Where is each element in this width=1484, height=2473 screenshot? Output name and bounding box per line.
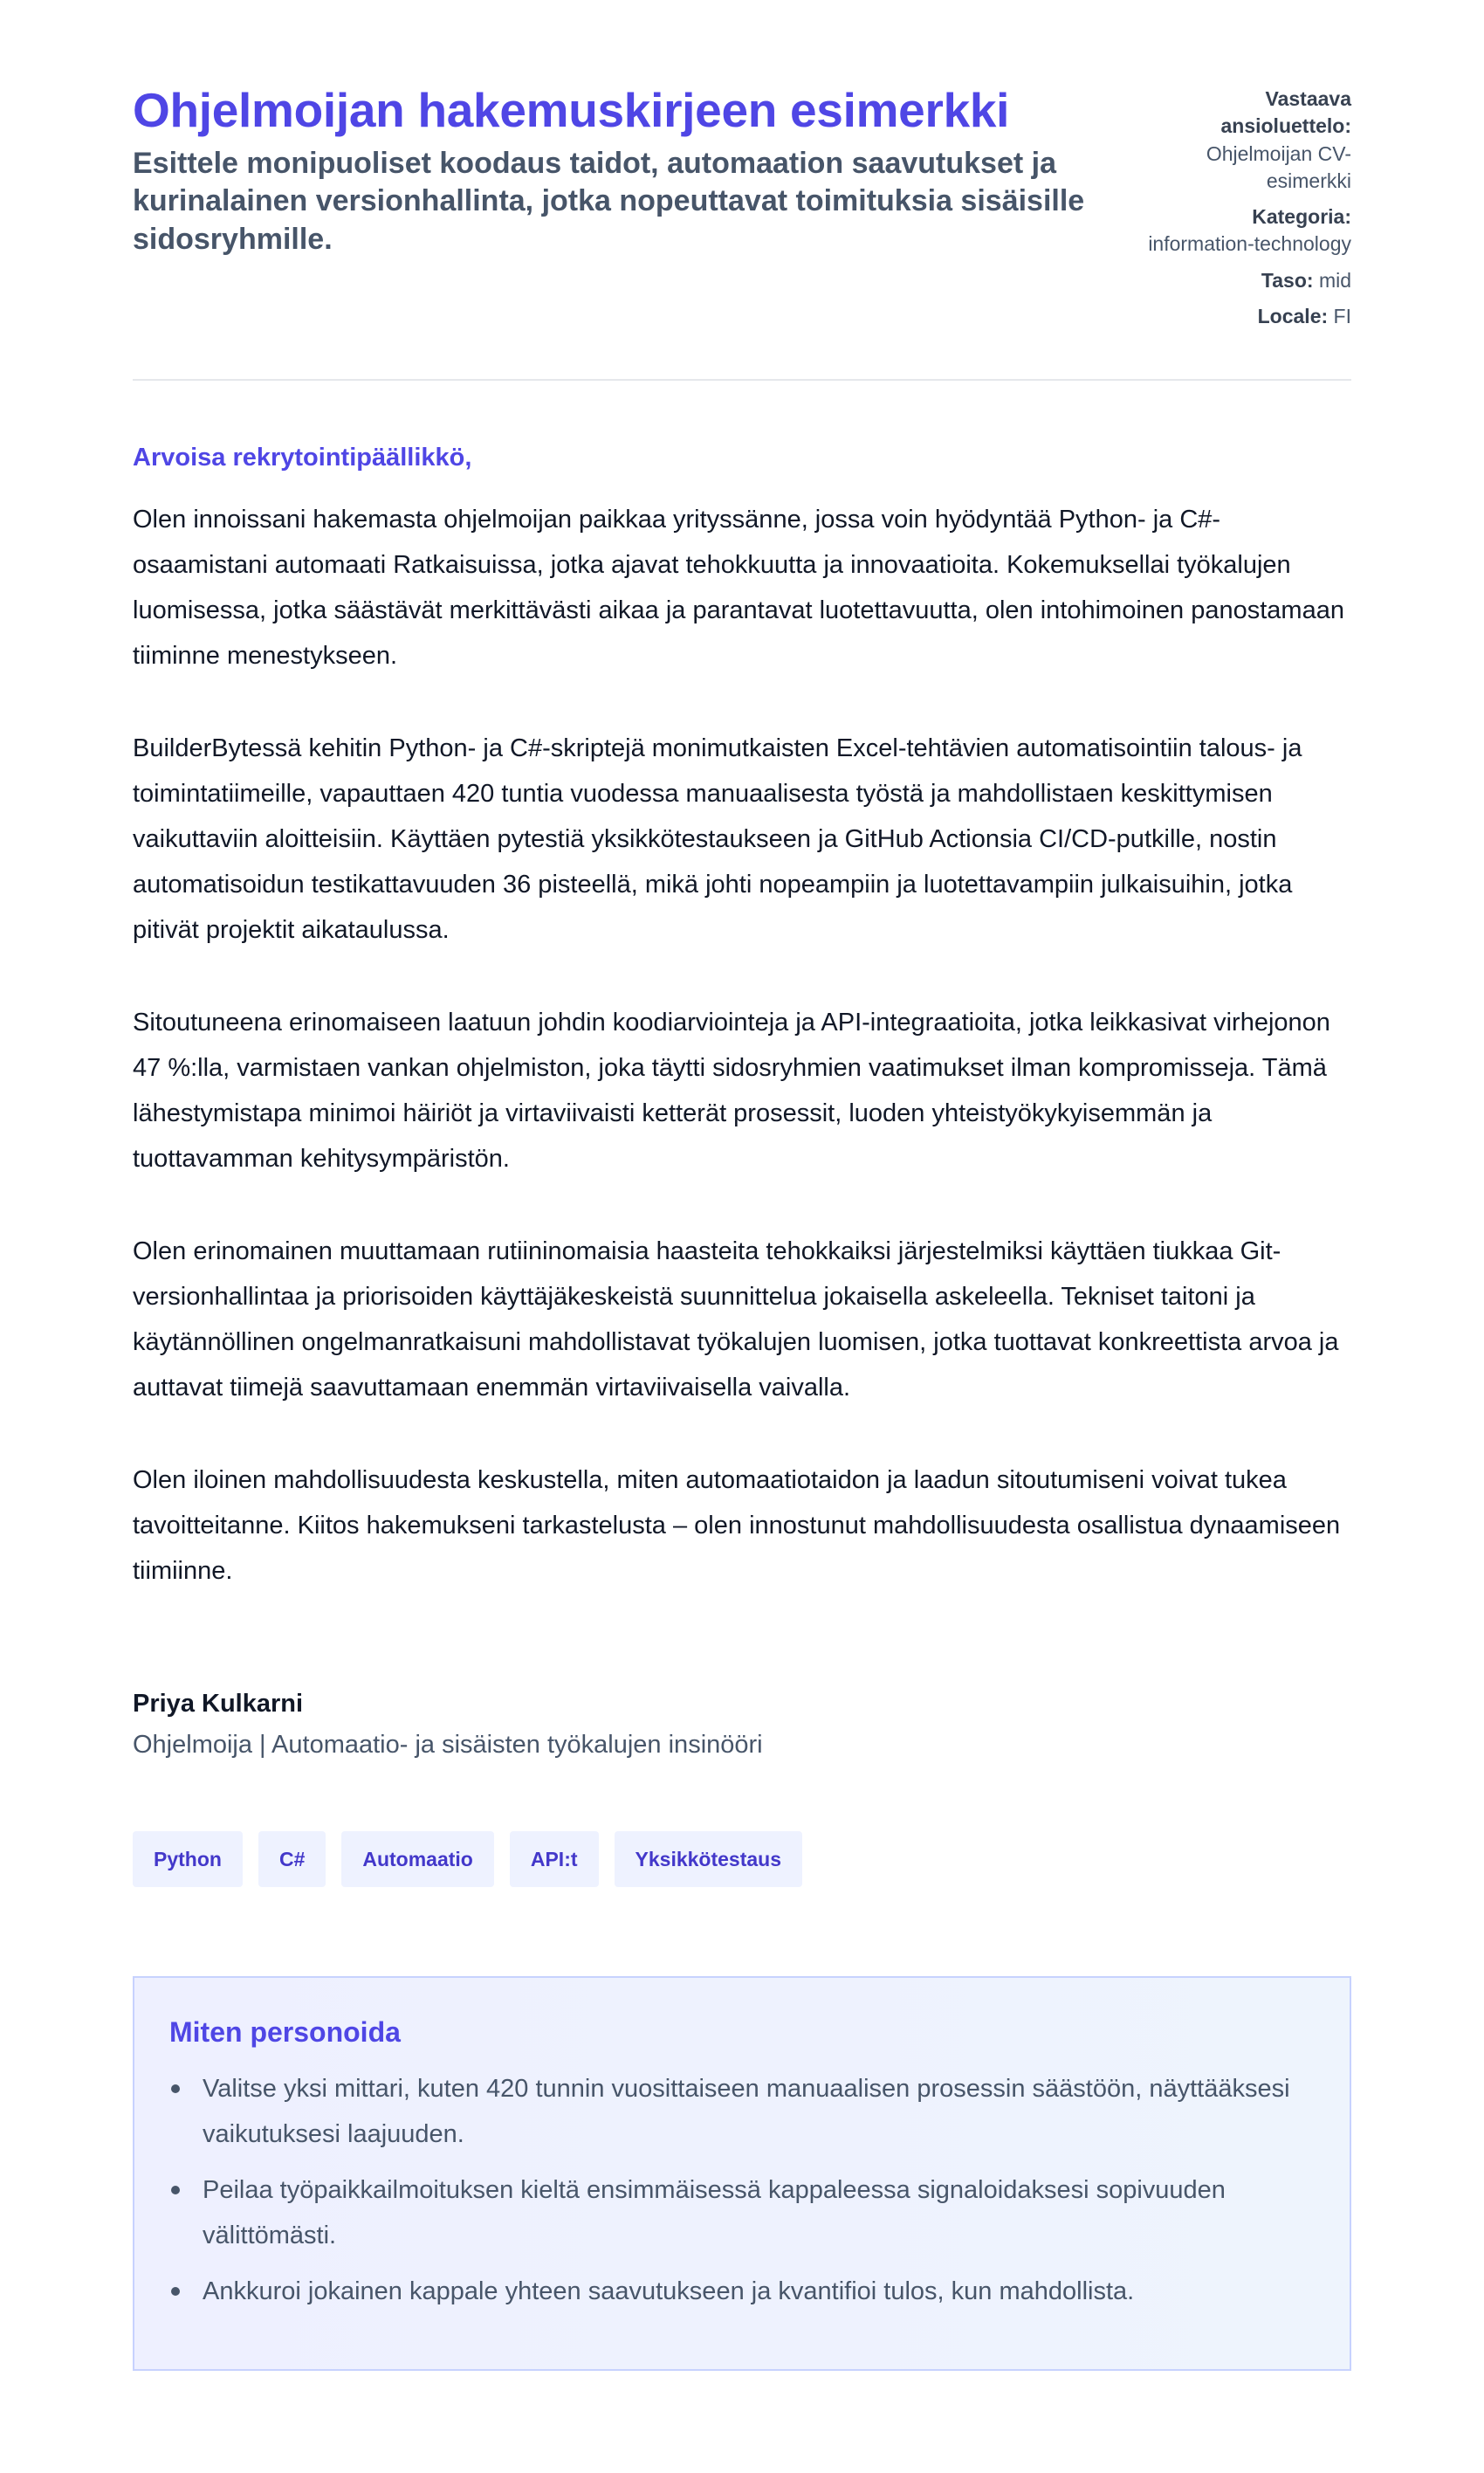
skill-tag: Python bbox=[133, 1831, 243, 1887]
header-titles bbox=[133, 84, 1102, 258]
tips-item bbox=[169, 2269, 1315, 2314]
skill-tag: Yksikkötestaus bbox=[615, 1831, 802, 1887]
letter-paragraph: Olen erinomainen muuttamaan rutiininomaisia haasteita tehokkaiksi järjestelmiksi käyttäen tiukkaa Git-versionhallintaa ja priorisoiden käyttäjäkeskeistä suunnittelua jokaisella askeleella. Tekniset taitoni ja käytännöllinen ongelmanratkaisuni mahdollistavat työkalujen luomisen, jotka tuottavat konkreettista arvoa ja auttavat tiimejä saavuttamaan enemmän virtaviivaisella vaivalla. bbox=[133, 1237, 1339, 1402]
meta-category-label: Kategoria: bbox=[1252, 205, 1351, 229]
meta-level bbox=[1142, 267, 1351, 294]
page-title: Ohjelmoijan hakemuskirjeen esimerkki bbox=[133, 83, 1010, 137]
meta-locale-value: FI bbox=[1333, 304, 1351, 327]
letter-paragraph: Olen innoissani hakemasta ohjelmoijan paikkaa yrityssänne, jossa voin hyödyntää Python- ja C#-osaamistani automaati Ratkaisuissa, jotka ajavat tehokkuutta ja innovaatioita. Kokemuksellai työkalujen luomisessa, jotka säästävät merkittävästi aikaa ja parantavat luotettavuutta, olen intohimoinen panostamaan tiiminne menestykseen. bbox=[133, 506, 1344, 671]
letter-paragraph: Olen iloinen mahdollisuudesta keskustella, miten automaatiotaidon ja laadun sitoutumiseni voivat tukea tavoitteitanne. Kiitos hakemukseni tarkastelusta – olen innostunut mahdollisuudesta osallistua dynaamiseen tiimiinne. bbox=[133, 1466, 1341, 1586]
tips-list bbox=[169, 2066, 1315, 2314]
meta-level-value: mid bbox=[1318, 268, 1351, 292]
bullet-icon bbox=[171, 2287, 180, 2296]
meta-locale-label: Locale: bbox=[1257, 304, 1329, 327]
letter-body bbox=[133, 497, 1351, 1594]
document-header bbox=[133, 84, 1351, 381]
meta-category-value: information-technology bbox=[1148, 232, 1351, 256]
tips-item bbox=[169, 2066, 1315, 2157]
bullet-icon bbox=[171, 2186, 180, 2194]
skill-tag: API:t bbox=[510, 1831, 599, 1887]
letter-paragraph: BuilderBytessä kehitin Python- ja C#-skriptejä monimutkaisten Excel-tehtävien automatisointiin talous- ja toimintatiimeille, vapauttaen 420 tuntia vuodessa manuaalisesta työstä ja mahdollistaen keskittymisen vaikuttaviin aloitteisiin. Käyttäen pytestiä yksikkötestaukseen ja GitHub Actionsia CI/CD-putkille, nostin automatisoidun testikattavuuden 36 pisteellä, mikä johti nopeampiin ja luotettavampiin julkaisuihin, jotka pitivät projektit aikataulussa. bbox=[133, 734, 1302, 945]
signature-name: Priya Kulkarni bbox=[133, 1690, 304, 1719]
tips-title: Miten personoida bbox=[169, 2016, 401, 2049]
meta-category bbox=[1142, 203, 1351, 258]
meta-related bbox=[1142, 86, 1351, 195]
meta-panel bbox=[1142, 86, 1351, 339]
letter-salutation: Arvoisa rekrytointipäällikkö, bbox=[133, 444, 472, 472]
signature-role: Ohjelmoija | Automaatio- ja sisäisten työkalujen insinööri bbox=[133, 1731, 763, 1760]
tips-item-text: Ankkuroi jokainen kappale yhteen saavutukseen ja kvantifioi tulos, kun mahdollista. bbox=[203, 2277, 1135, 2306]
letter-paragraph: Sitoutuneena erinomaiseen laatuun johdin koodiarviointeja ja API-integraatioita, jotka leikkasivat virhejonon 47 %:lla, varmistaen vankan ohjelmiston, joka täytti sidosryhmien vaatimukset ilman kompromisseja. Tämä lähestymistapa minimoi häiriöt ja virtaviivaisti ketterät prosessit, luoden yhteistyökykyisemmän ja tuottavamman kehitysympäristön. bbox=[133, 1009, 1330, 1174]
tips-item-text: Peilaa työpaikkailmoituksen kieltä ensimmäisessä kappaleessa signaloidaksesi sopivuuden välittömästi. bbox=[203, 2176, 1226, 2250]
tips-item bbox=[169, 2167, 1315, 2258]
tips-item-text: Valitse yksi mittari, kuten 420 tunnin vuosittaiseen manuaalisen prosessin säästöön, näyttääksesi vaikutuksesi laajuuden. bbox=[203, 2075, 1290, 2149]
personalization-tips bbox=[133, 1976, 1351, 2371]
meta-related-value: Ohjelmoijan CV-esimerkki bbox=[1206, 141, 1351, 192]
page-subtitle: Esittele monipuoliset koodaus taidot, automaation saavutukset ja kurinalainen versionhallinta, jotka nopeuttavat toimituksia sisäisille sidosryhmille. bbox=[133, 146, 1085, 256]
meta-locale bbox=[1142, 303, 1351, 330]
bullet-icon bbox=[171, 2084, 180, 2093]
skill-tag: Automaatio bbox=[341, 1831, 494, 1887]
skill-tags bbox=[133, 1831, 1351, 1887]
skill-tag: C# bbox=[258, 1831, 326, 1887]
meta-level-label: Taso: bbox=[1261, 268, 1314, 292]
meta-related-label: Vastaava ansioluettelo: bbox=[1220, 87, 1351, 138]
